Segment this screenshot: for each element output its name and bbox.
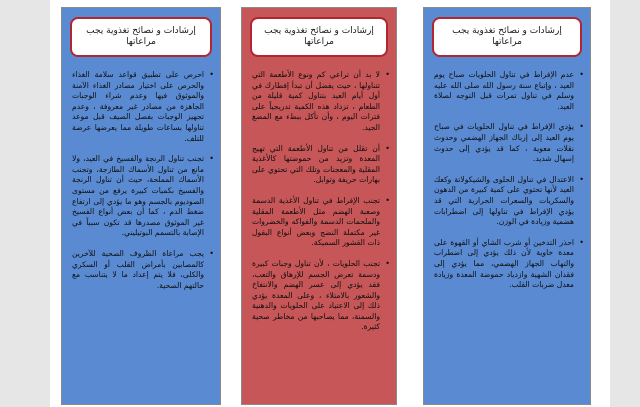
item-text: الاعتدال في تناول الحلوى والشيكولاتة وكعك العيد لأنها تحتوي على كمية كبيرة من الدهون والسكريات والسعرات الحرارية التي قد يؤدي الإفراط في تناولها إلى اضطرابات هضمية وزيادة في الوزن.	[434, 174, 574, 227]
bullet-icon: •	[579, 122, 584, 132]
column-title: إرشادات و نصائح تغذوية يجب مراعاتها	[70, 17, 212, 57]
list-item	[242, 196, 396, 249]
column-items	[424, 70, 590, 404]
list-item	[242, 259, 396, 333]
item-text: تجنب الحلويات ، لأن تناول وجبات كبيرة ودسمة تعرض الجسم للإرهاق والتعب، فقد يؤدي إلى عسر الهضم والانتفاخ والشعور بالامتلاء ، وعلى المعدة يؤدي ذلك إلى الاعتياد على الحلويات والدهنية والسمنة، مما يصاحبها من مخاطر صحية كثيرة.	[252, 258, 380, 332]
column-items	[242, 70, 396, 404]
item-text: تجنب الإفراط في تناول الأغذية الدسمة وصعبة الهضم مثل الأطعمة المقلية والملحمات الدسمة والفواكه والخضروات غير مكتملة النضج وبعض أنواع البقول ذات القشور السميكة.	[252, 195, 380, 248]
item-text: يجب مراعاة الظروف الصحية للآخرين كالمصابين بأمراض القلب أو السكري والكلى، فلا يتم إعداد ما لا يتناسب مع حالتهم الصحية.	[72, 248, 204, 290]
bullet-icon: •	[385, 70, 390, 79]
column-title: إرشادات و نصائح تغذوية يجب مراعاتها	[250, 17, 388, 57]
column-left	[61, 7, 221, 405]
bullet-icon: •	[385, 258, 390, 268]
list-item	[62, 70, 220, 144]
bullet-icon: •	[579, 237, 584, 247]
bullet-icon: •	[209, 248, 214, 258]
bullet-icon: •	[579, 174, 584, 184]
list-item	[242, 70, 396, 134]
item-text: لا بد أن تراعي كم ونوع الأطعمة التي تتناولها ، حيث يفضل أن تبدأ إفطارك في أول أيام العيد بتناول كمية قليلة من الطعام ، تزداد هذه الكمية تدريجياً على فترات اليوم ، وأن تأكل ببطء مع المضغ الجيد.	[252, 70, 380, 132]
column-title: إرشادات و نصائح تغذوية يجب مراعاتها	[432, 17, 582, 57]
item-text: تجنب تناول الرنجة والفسيخ في العيد، ولا مانع من تناول الأسماك الطازجة، وتجنب الأسماك المملحة، حيث أن تناول الرنجة والفسيخ بكميات كبيرة يرفع من مستوى الصوديوم بالجسم وهو ما يؤدي إلى ارتفاع ضغط الدم ، كما أن بعض أنواع الفسيخ غير الموثوق مصدرها قد تكون سبباً في الإصابة بالتسمم البوتيليني.	[72, 154, 204, 238]
list-item	[62, 154, 220, 239]
column-right	[423, 7, 591, 405]
list-item	[62, 249, 220, 291]
list-item	[424, 70, 590, 112]
item-text: عدم الإفراط في تناول الحلويات صباح يوم العيد ، وإتباع سنة رسول الله صلى الله عليه وسلم في تناول تمرات قبل التوجه لصلاة العيد.	[434, 70, 574, 111]
item-text: احذر التدخين أو شرب الشاي أو القهوة على معدة خاوية لأن ذلك يؤدي إلى اضطراب والتهاب الجهاز الهضمي، مما يؤدي إلى فقدان الشهية وازدياد حموضة المعدة وزيادة معدل ضربات القلب.	[434, 237, 574, 290]
list-item	[242, 144, 396, 186]
item-text: يؤدي الإفراط في تناول الحلويات في صباح يوم العيد إلى إرباك الجهاز الهضمي وحدوث نقلات معوية ، كما قد يؤدي إلى حدوث إسهال شديد.	[434, 122, 574, 164]
list-item	[424, 175, 590, 228]
column-middle	[241, 7, 397, 405]
item-text: أن تقلل من تناول الأطعمة التي تهيج المعدة وتزيد من حموضتها كالأغذية المقلية والمعجنات وتلك التي تحتوي على بهارات حريفة وتوابل.	[252, 143, 380, 185]
item-text: احرص على تطبيق قواعد سلامة الغذاء والحرص على اختيار مصادر الغذاء الآمنة والموثوق فيها وعدم شراء الوجبات الجاهزة من مصادر غير معروفة ، وعدم تجهيز الوجبات بفصل الصيف قبل موعد تناولها بساعات طويلة مما يعرضها عرضة للتلف.	[72, 70, 204, 143]
list-item	[424, 122, 590, 164]
list-item	[424, 238, 590, 291]
bullet-icon: •	[209, 154, 214, 164]
bullet-icon: •	[209, 70, 214, 79]
bullet-icon: •	[579, 70, 584, 79]
bullet-icon: •	[385, 195, 390, 205]
bullet-icon: •	[385, 143, 390, 153]
column-items	[62, 70, 220, 404]
